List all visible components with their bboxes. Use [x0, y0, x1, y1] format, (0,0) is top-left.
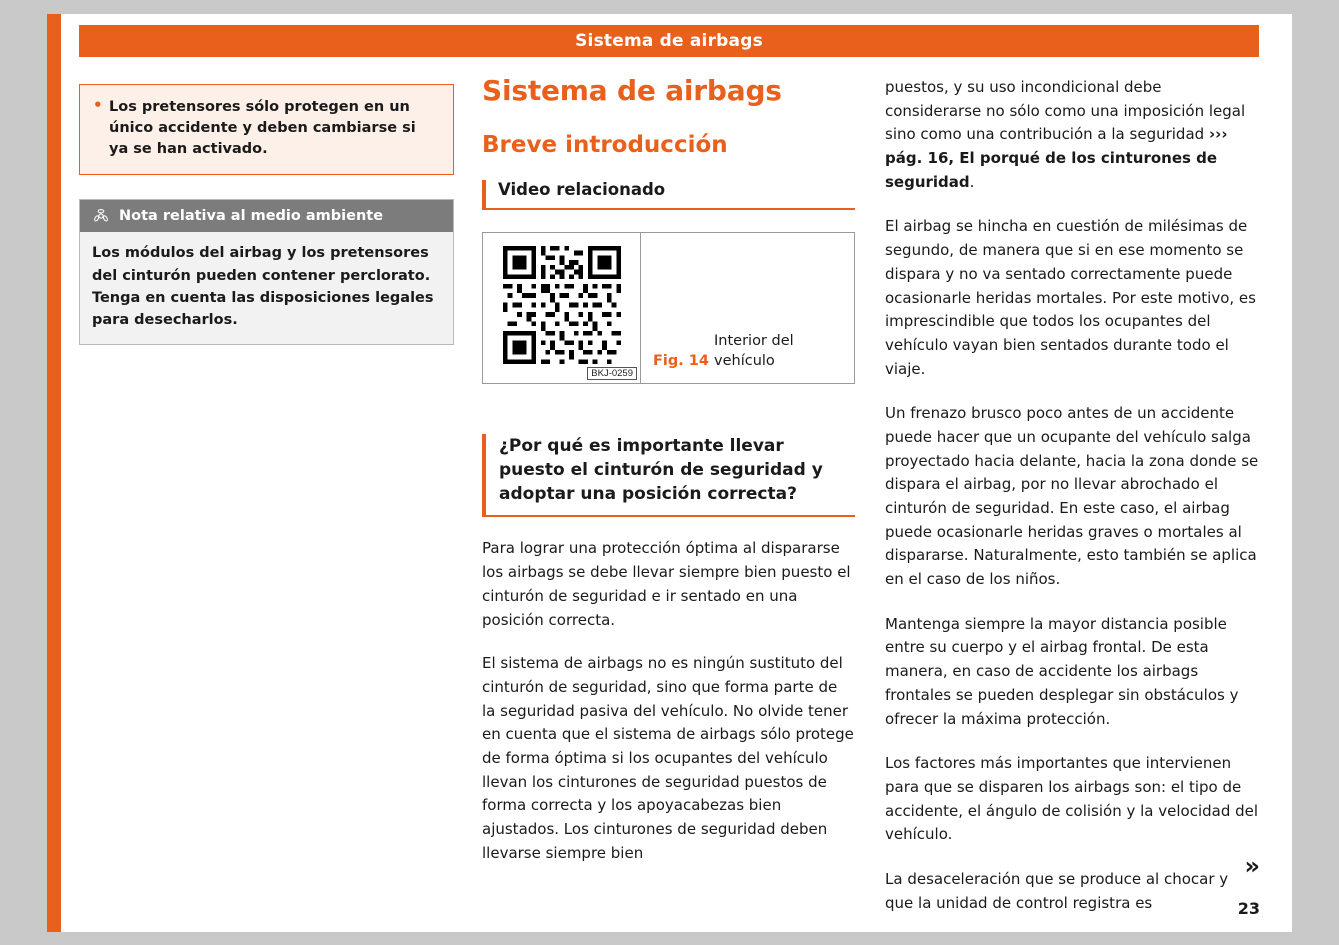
paragraph: Los factores más importantes que intervienen para que se disparen los airbags son: el tipo de accidente, el ángulo de colisión y la velocidad del vehículo.: [885, 754, 1259, 844]
figure-number: Fig. 14: [653, 352, 709, 369]
right-column: [885, 76, 1260, 915]
qr-code-container[interactable]: [483, 233, 641, 383]
environment-note-header: [80, 200, 453, 232]
paragraph-continued: [885, 76, 1260, 194]
document-page: [47, 14, 1292, 932]
figure-caption: [641, 233, 854, 383]
paragraph: Un frenazo brusco poco antes de un accidente puede hacer que un ocupante del vehículo salga proyectado hacia delante, hacia la zona donde se dispara el airbag, por no llevar abrochado el cinturón de seguridad. En este caso, el airbag puede ocasionarle heridas graves o mortales al dispararse. Naturalmente, esto también se aplica en el caso de los niños.: [885, 404, 1259, 589]
warning-bullet-icon: •: [93, 96, 103, 114]
page-number: 23: [1237, 899, 1260, 918]
warning-text: Los pretensores sólo protegen en un único accidente y deben cambiarse si ya se han activado.: [109, 99, 416, 158]
header-title: Sistema de airbags: [575, 31, 763, 51]
reference-period: .: [969, 172, 975, 191]
warning-box: [79, 84, 454, 175]
paragraph: Mantenga siempre la mayor distancia posible entre su cuerpo y el airbag frontal. De esta manera, en caso de accidente los airbags frontales se pueden desplegar sin obstáculos y ofrecer la máxima protección.: [885, 614, 1239, 728]
environment-icon: [92, 207, 110, 225]
paragraph: El airbag se hincha en cuestión de milésimas de segundo, de manera que si en ese momento se dispara y no va sentado correctamente puede ocasionarle heridas mortales. Por este motivo, es imprescindible que todos los ocupantes del vehículo vayan bien sentados durante todo el viaje.: [885, 217, 1256, 378]
page-header: [79, 25, 1259, 57]
section-subtitle: Breve introducción: [482, 131, 728, 158]
figure-code-label: BKJ-0259: [587, 367, 637, 380]
paragraph: La desaceleración que se produce al chocar y que la unidad de control registra es: [885, 869, 1229, 912]
paragraph: El sistema de airbags no es ningún sustituto del cinturón de seguridad, sino que forma parte de la seguridad pasiva del vehículo. No olvide tener en cuenta que el sistema de airbags sólo protege de forma óptima si los ocupantes del vehículo llevan los cinturones de seguridad puestos de forma correcta y los apoyacabezas bien ajustados. Los cinturones de seguridad deben llevarse siempre bien: [482, 654, 854, 862]
left-column: [79, 84, 454, 345]
environment-note-title: Nota relativa al medio ambiente: [119, 208, 384, 225]
question-heading: ¿Por qué es importante llevar puesto el cinturón de seguridad y adoptar una posición correcta?: [482, 434, 855, 517]
figure-caption-text: Interior del vehículo: [714, 332, 794, 369]
environment-note-box: [79, 199, 454, 345]
paragraph: Para lograr una protección óptima al dispararse los airbags se debe llevar siempre bien puesto el cinturón de seguridad e ir sentado en una posición correcta.: [482, 539, 851, 629]
page-title: Sistema de airbags: [482, 74, 782, 107]
video-section-heading: Video relacionado: [482, 180, 855, 210]
continuation-arrow-icon: »: [1244, 852, 1260, 880]
cross-reference-link[interactable]: ››› pág. 16, El porqué de los cinturones de seguridad: [885, 125, 1228, 191]
environment-note-body: Los módulos del airbag y los pretensores del cinturón pueden contener perclorato. Tenga en cuenta las disposiciones legales para desecharlos.: [92, 245, 434, 329]
figure-block: [482, 232, 855, 384]
page-spine: [47, 14, 61, 932]
paragraph-continued-text: puestos, y su uso incondicional debe considerarse no sólo como una imposición legal sino como una contribución a la seguridad: [885, 78, 1246, 144]
middle-column: [482, 76, 855, 865]
qr-code-icon: [503, 246, 621, 364]
